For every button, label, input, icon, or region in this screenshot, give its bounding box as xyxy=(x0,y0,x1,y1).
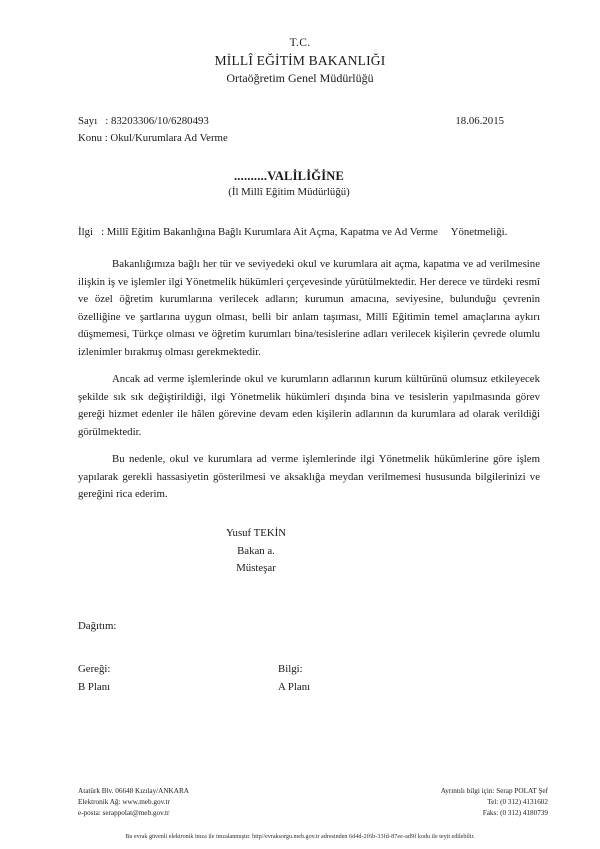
document-header xyxy=(0,0,600,87)
footer-phone: Tel: (0 312) 4131602 xyxy=(487,797,548,806)
evrak-prefix: Bu evrak güvenli elektronik imza ile imzalanmıştır. http//evraksorgu.meb.gov.tr adresinden xyxy=(125,834,349,841)
signatory-name: Yusuf TEKİN xyxy=(225,527,287,540)
body-paragraph: Bu nedenle, okul ve kurumlara ad verme işlemlerinde ilgi Yönetmelik hükümlerine göre işlem yapılarak gerekli hassasiyetin gösterilmesi ve aksaklığa meydan verilmemesi hususunda bilgilerinizi ve gereğini rica ederim. xyxy=(78,453,540,500)
sayi-label: Sayı : xyxy=(78,114,111,127)
distribution-column-bilgi xyxy=(278,661,478,697)
distribution-columns xyxy=(78,661,600,697)
distribution-value: B Planı xyxy=(78,681,111,694)
body-paragraph: Ancak ad verme işlemlerinde okul ve kurumların adlarının kurum kültürünü olumsuz etkileyecek şekilde sık sık değiştirildiği, ilgi Yönetmelik hükümleri dışında bina ve tesislerin yapılmasında görev gereği hizmet edenler ile hâlen görevine devam eden kişilerin adlarının da kurumlara ad olarak verildiği görülmektedir. xyxy=(78,373,540,438)
signatory-title-role: Müsteşar xyxy=(236,562,276,575)
ilgi-label: İlgi : xyxy=(78,226,107,238)
addressee-subtitle: (İl Millî Eğitim Müdürlüğü) xyxy=(228,186,350,198)
footer-address-block xyxy=(78,786,189,819)
distribution-title: Dağıtım: xyxy=(78,619,117,632)
ilgi-line-1: Millî Eğitim Bakanlığına Bağlı Kurumlara Ait Açma, Kapatma ve Ad Verme xyxy=(106,226,438,238)
distribution-column-geregi xyxy=(78,661,278,697)
signature-block xyxy=(0,525,600,577)
konu-label: Konu : xyxy=(78,132,111,145)
ministry-name: MİLLÎ EĞİTİM BAKANLIĞI xyxy=(214,52,386,68)
evrak-verification-code: 6d4d-2f6b-33fd-87ee-ad9f xyxy=(348,834,417,841)
document-footer xyxy=(0,786,600,819)
distribution-block xyxy=(0,618,600,697)
state-label: T.C. xyxy=(289,37,311,49)
footer-email[interactable]: e-posta: serappolat@meb.gov.tr xyxy=(78,808,170,817)
reference-block xyxy=(0,113,600,147)
document-date: 18.06.2015 xyxy=(455,114,504,127)
footer-fax: Faks: (0 312) 4180739 xyxy=(482,808,548,817)
footer-contact-block xyxy=(441,786,548,819)
footer-contact-person: Ayrıntılı bilgi için: Serap POLAT Şef xyxy=(440,786,548,795)
reference-row-sayi xyxy=(78,113,540,130)
sayi-line xyxy=(78,113,209,130)
konu-value: Okul/Kurumlara Ad Verme xyxy=(110,132,228,145)
footer-columns xyxy=(78,786,548,819)
distribution-head: Bilgi: xyxy=(278,663,303,676)
ilgi-text xyxy=(107,224,538,240)
addressee-block xyxy=(0,169,600,198)
evrak-suffix: kodu ile teyit edilebilir. xyxy=(416,834,475,841)
signature-inner xyxy=(226,525,286,577)
department-name: Ortaöğretim Genel Müdürlüğü xyxy=(226,70,374,85)
distribution-value: A Planı xyxy=(278,681,311,694)
addressee-title: ..........VALİLİĞİNE xyxy=(233,169,345,183)
body-paragraph: Bakanlığımıza bağlı her tür ve seviyedeki okul ve kurumlara ait açma, kapatma ve ad verilmesine ilişkin iş ve işlemler ilgi Yönetmelik hükümleri çerçevesinde yürütülmektedir. Her derece ve türdeki resmî ve özel öğretim kurumlarına verilecek adların; kurumun amacına, seviyesine, bulunduğu çevrenin özelliğine ve şartlarına uygun olması, belli bir anlam taşıması, Millî Eğitimin temel amaçlarına aykırı düşmemesi, Türkçe olması ve öğretim kurumları bina/tesislerine adları verilecek kişilerin çevrede olumlu izlenimler bırakmış olması gerekmektedir. xyxy=(78,258,540,358)
footer-address: Atatürk Blv. 06648 Kızılay/ANKARA xyxy=(78,786,189,795)
electronic-signature-notice xyxy=(0,833,600,842)
distribution-head: Gereği: xyxy=(78,663,111,676)
ilgi-line-2: Yönetmeliği. xyxy=(450,226,508,238)
sayi-value: 83203306/10/6280493 xyxy=(111,114,209,127)
document-body xyxy=(0,256,600,503)
footer-website[interactable]: Elektronik Ağ: www.meb.gov.tr xyxy=(78,797,170,806)
reference-row-konu xyxy=(78,130,540,147)
signatory-title-delegation: Bakan a. xyxy=(237,544,275,557)
ilgi-block xyxy=(0,224,600,240)
